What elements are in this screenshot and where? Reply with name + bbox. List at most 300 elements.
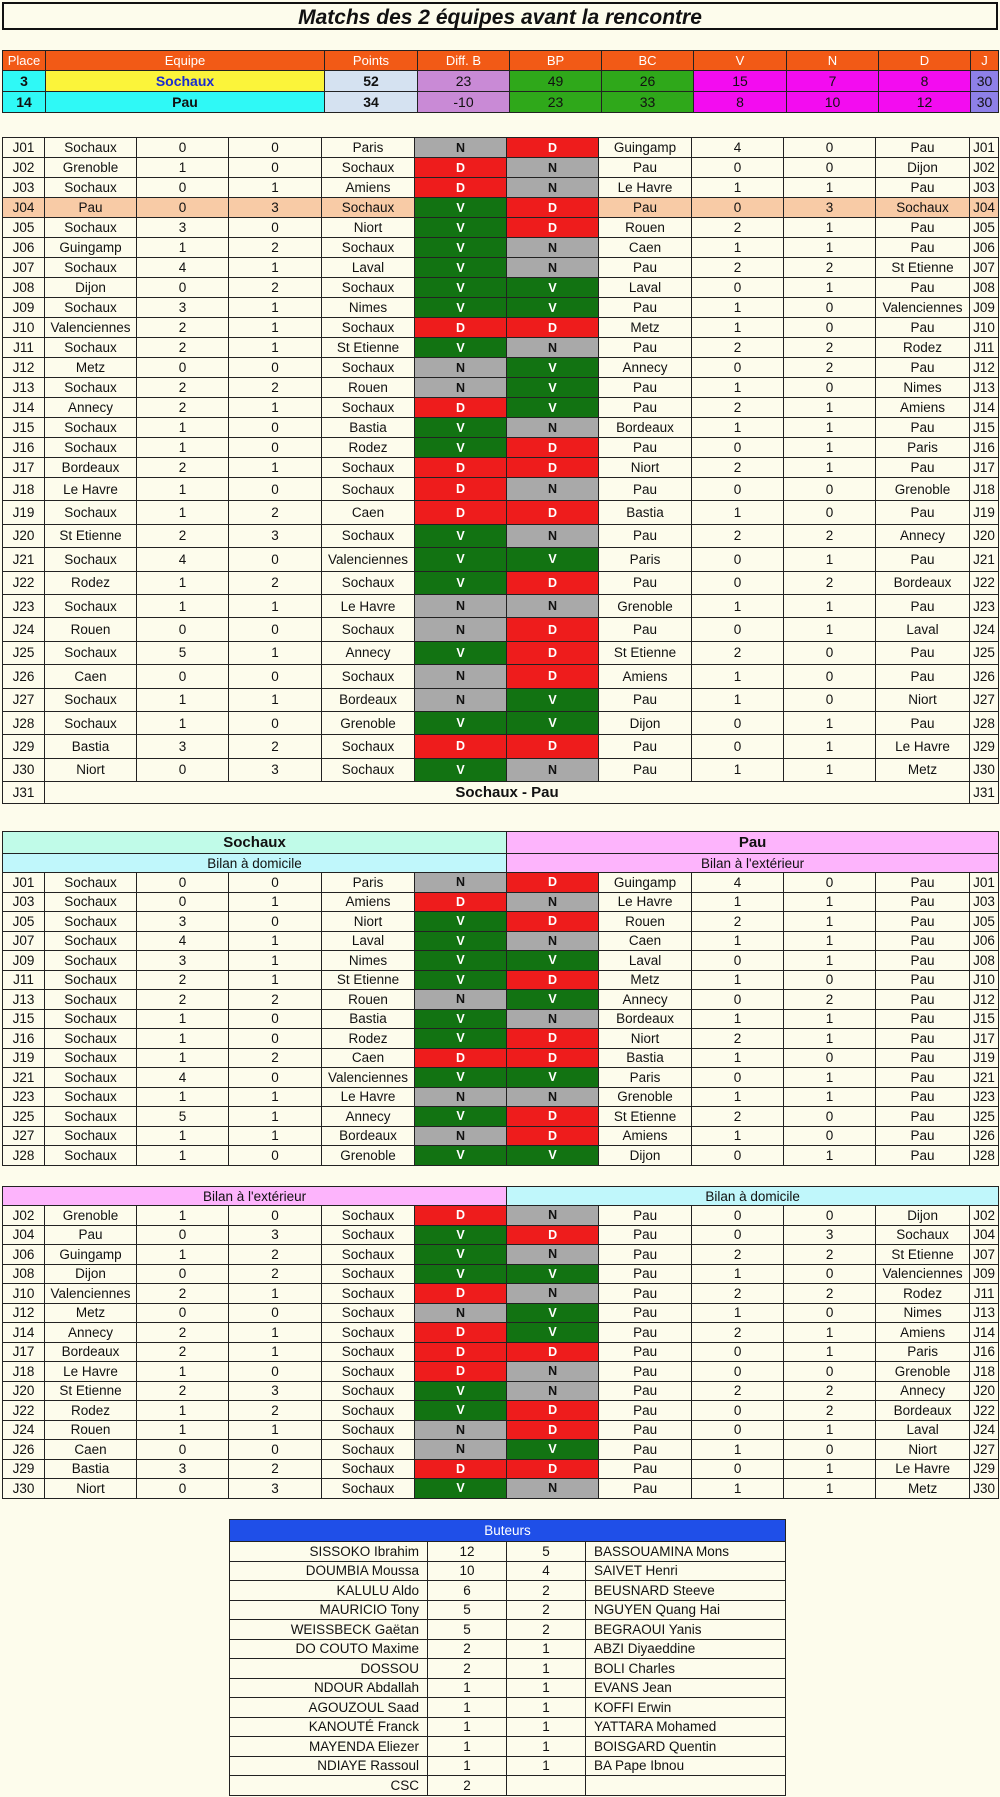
home-score: 0	[692, 1420, 784, 1440]
away-team: Nimes	[322, 298, 415, 318]
away-score: 2	[229, 990, 322, 1010]
away-score: 0	[229, 218, 322, 238]
sochaux-scorer-goals: 1	[428, 1698, 507, 1718]
away-team: Sochaux	[322, 735, 415, 758]
home-team: Rouen	[599, 912, 692, 932]
away-team: Sochaux	[322, 571, 415, 594]
away-score: 1	[784, 1342, 876, 1362]
away-team: Bordeaux	[322, 1126, 415, 1146]
bilan-row	[3, 892, 999, 912]
sochaux-result-badge: D	[415, 501, 507, 524]
away-score: 1	[784, 951, 876, 971]
fixture-row	[3, 398, 999, 418]
round-label: J30	[970, 1479, 999, 1499]
away-score: 0	[784, 873, 876, 893]
away-team: Pau	[876, 1048, 970, 1068]
pau-result-badge: D	[507, 1401, 599, 1421]
home-team: St Etienne	[599, 641, 692, 664]
away-score: 3	[229, 1225, 322, 1245]
away-score: 1	[784, 1146, 876, 1166]
fixture-row	[3, 594, 999, 617]
sochaux-scorer-goals: 2	[428, 1639, 507, 1659]
home-team: Pau	[45, 198, 137, 218]
scorer-row	[230, 1600, 786, 1620]
away-score: 0	[784, 1048, 876, 1068]
bilan-subheading-row	[3, 854, 999, 873]
sochaux-result-badge: D	[415, 478, 507, 501]
away-team: Sochaux	[322, 1401, 415, 1421]
losses-cell: 8	[879, 71, 971, 92]
round-label: J23	[970, 1087, 999, 1107]
round-label: J04	[970, 1225, 999, 1245]
home-team: Laval	[599, 951, 692, 971]
away-team: Pau	[876, 1009, 970, 1029]
home-team: Caen	[45, 1440, 137, 1460]
away-team: Sochaux	[322, 358, 415, 378]
away-score: 2	[229, 735, 322, 758]
sochaux-scorer-name: CSC	[230, 1776, 428, 1796]
away-score: 0	[784, 1440, 876, 1460]
sochaux-result-badge: D	[415, 458, 507, 478]
header-points: Points	[325, 51, 418, 71]
draws-cell: 10	[787, 92, 879, 113]
away-score: 3	[229, 1479, 322, 1499]
sochaux-result-badge: V	[415, 1264, 507, 1284]
round-label: J15	[3, 418, 45, 438]
round-label: J25	[970, 1107, 999, 1127]
away-score: 0	[229, 548, 322, 571]
home-team: Pau	[599, 1323, 692, 1343]
pau-result-badge: D	[507, 735, 599, 758]
fixture-row	[3, 478, 999, 501]
round-label: J05	[970, 218, 999, 238]
away-score: 0	[784, 158, 876, 178]
sochaux-result-badge: D	[415, 1284, 507, 1304]
bilan-row	[3, 1284, 999, 1304]
home-team: Dijon	[45, 1264, 137, 1284]
sochaux-scorer-name: SISSOKO Ibrahim	[230, 1542, 428, 1562]
sochaux-result-badge: V	[415, 571, 507, 594]
home-team: Sochaux	[45, 931, 137, 951]
header-wins: V	[694, 51, 787, 71]
home-team: Rouen	[45, 1420, 137, 1440]
home-team: Sochaux	[45, 873, 137, 893]
away-score: 0	[784, 138, 876, 158]
home-score: 0	[692, 478, 784, 501]
away-score: 0	[229, 1146, 322, 1166]
home-score: 0	[692, 358, 784, 378]
bilan-subheading-row	[3, 1187, 999, 1206]
bilan-row	[3, 1126, 999, 1146]
home-team: Rouen	[45, 618, 137, 641]
round-label: J24	[970, 1420, 999, 1440]
wins-cell: 8	[694, 92, 787, 113]
sochaux-scorer-goals: 1	[428, 1737, 507, 1757]
pau-result-badge: D	[507, 458, 599, 478]
home-score: 0	[692, 548, 784, 571]
losses-cell: 12	[879, 92, 971, 113]
goals-against-cell: 33	[602, 92, 694, 113]
home-score: 1	[137, 418, 229, 438]
home-score: 1	[692, 665, 784, 688]
sochaux-result-badge: V	[415, 524, 507, 547]
away-team: Pau	[876, 641, 970, 664]
sochaux-result-badge: V	[415, 1009, 507, 1029]
sochaux-scorer-name: MAURICIO Tony	[230, 1600, 428, 1620]
pau-scorer-goals: 2	[507, 1600, 586, 1620]
pau-scorer-name: BEGRAOUI Yanis	[586, 1620, 786, 1640]
round-label: J26	[3, 665, 45, 688]
away-score: 1	[784, 418, 876, 438]
away-score: 3	[229, 524, 322, 547]
sochaux-result-badge: V	[415, 198, 507, 218]
home-score: 3	[137, 735, 229, 758]
pau-result-badge: D	[507, 912, 599, 932]
pau-scorer-name	[586, 1776, 786, 1796]
home-score: 0	[137, 892, 229, 912]
pau-result-badge: V	[507, 548, 599, 571]
draws-cell: 7	[787, 71, 879, 92]
away-team: Laval	[322, 931, 415, 951]
home-team: Pau	[599, 618, 692, 641]
away-team: Annecy	[876, 1381, 970, 1401]
header-team: Equipe	[46, 51, 325, 71]
sochaux-scorer-name: DO COUTO Maxime	[230, 1639, 428, 1659]
home-team: Pau	[599, 1342, 692, 1362]
away-team: Laval	[876, 618, 970, 641]
sochaux-result-badge: N	[415, 1440, 507, 1460]
away-score: 2	[229, 378, 322, 398]
team-heading-pau: Pau	[507, 832, 999, 854]
home-score: 0	[692, 1146, 784, 1166]
bilan-row	[3, 1029, 999, 1049]
sochaux-result-badge: D	[415, 892, 507, 912]
scorer-row	[230, 1776, 786, 1796]
subheading-home: Bilan à domicile	[507, 1187, 999, 1206]
pau-scorer-goals: 5	[507, 1542, 586, 1562]
pau-result-badge: D	[507, 438, 599, 458]
pau-scorer-name: BEUSNARD Steeve	[586, 1581, 786, 1601]
home-score: 5	[137, 641, 229, 664]
away-score: 1	[784, 278, 876, 298]
round-label: J03	[3, 178, 45, 198]
away-score: 0	[784, 1264, 876, 1284]
round-label: J13	[970, 1303, 999, 1323]
away-team: Rodez	[322, 1029, 415, 1049]
fixture-row	[3, 158, 999, 178]
away-team: Sochaux	[322, 458, 415, 478]
away-score: 1	[784, 912, 876, 932]
away-score: 0	[229, 1303, 322, 1323]
sochaux-result-badge: D	[415, 178, 507, 198]
round-label: J21	[970, 1068, 999, 1088]
sochaux-scorer-goals: 12	[428, 1542, 507, 1562]
away-team: Sochaux	[322, 758, 415, 781]
home-team: Dijon	[599, 711, 692, 734]
scorer-row	[230, 1659, 786, 1679]
away-team: Paris	[322, 138, 415, 158]
home-score: 1	[137, 1087, 229, 1107]
round-label: J21	[3, 1068, 45, 1088]
away-team: Annecy	[322, 1107, 415, 1127]
sochaux-result-badge: V	[415, 338, 507, 358]
home-score: 2	[692, 1381, 784, 1401]
home-team: Bordeaux	[45, 458, 137, 478]
round-label: J09	[3, 298, 45, 318]
away-score: 0	[784, 318, 876, 338]
round-label: J17	[970, 458, 999, 478]
home-score: 0	[692, 198, 784, 218]
home-score: 3	[137, 951, 229, 971]
home-team: Sochaux	[45, 1009, 137, 1029]
pau-result-badge: D	[507, 618, 599, 641]
away-score: 0	[229, 1206, 322, 1226]
round-label: J16	[3, 1029, 45, 1049]
sochaux-result-badge: V	[415, 1029, 507, 1049]
pau-result-badge: N	[507, 524, 599, 547]
round-label: J12	[970, 990, 999, 1010]
away-team: Pau	[876, 892, 970, 912]
pau-scorer-name: YATTARA Mohamed	[586, 1717, 786, 1737]
away-score: 0	[784, 1362, 876, 1382]
away-team: Rodez	[322, 438, 415, 458]
sochaux-scorer-name: KANOUTÉ Franck	[230, 1717, 428, 1737]
round-label: J30	[970, 758, 999, 781]
home-score: 2	[137, 1323, 229, 1343]
pau-result-badge: V	[507, 1323, 599, 1343]
home-team: Sochaux	[45, 990, 137, 1010]
played-cell: 30	[971, 71, 999, 92]
goal-diff-cell: -10	[418, 92, 510, 113]
home-score: 2	[692, 641, 784, 664]
pau-result-badge: D	[507, 1342, 599, 1362]
away-team: Pau	[876, 951, 970, 971]
home-team: Metz	[599, 318, 692, 338]
round-label: J02	[3, 158, 45, 178]
round-label: J26	[970, 1126, 999, 1146]
bilan-row	[3, 1264, 999, 1284]
home-score: 3	[137, 1459, 229, 1479]
home-team: Annecy	[599, 990, 692, 1010]
round-label: J14	[970, 398, 999, 418]
home-team: Sochaux	[45, 711, 137, 734]
home-score: 1	[137, 1146, 229, 1166]
home-score: 1	[137, 1206, 229, 1226]
round-label: J18	[970, 478, 999, 501]
home-team: Sochaux	[45, 378, 137, 398]
round-label: J15	[3, 1009, 45, 1029]
bilan-row	[3, 951, 999, 971]
away-score: 1	[229, 258, 322, 278]
away-team: Sochaux	[322, 1381, 415, 1401]
scorer-row	[230, 1698, 786, 1718]
home-score: 1	[137, 158, 229, 178]
pau-result-badge: N	[507, 1284, 599, 1304]
away-score: 0	[784, 298, 876, 318]
home-score: 2	[137, 318, 229, 338]
away-team: Caen	[322, 501, 415, 524]
sochaux-scorer-goals: 10	[428, 1561, 507, 1581]
fixture-row	[3, 318, 999, 338]
round-label: J30	[3, 758, 45, 781]
home-score: 2	[137, 458, 229, 478]
away-score: 1	[784, 618, 876, 641]
away-team: Niort	[876, 688, 970, 711]
away-team: Pau	[876, 1126, 970, 1146]
sochaux-result-badge: N	[415, 665, 507, 688]
home-team: Guingamp	[45, 1245, 137, 1265]
bilan-row	[3, 990, 999, 1010]
away-team: Sochaux	[322, 1284, 415, 1304]
round-label: J31	[3, 782, 45, 804]
pau-scorer-goals: 1	[507, 1678, 586, 1698]
round-label: J01	[970, 138, 999, 158]
home-team: Pau	[599, 258, 692, 278]
sochaux-result-badge: V	[415, 218, 507, 238]
home-team: Sochaux	[45, 951, 137, 971]
home-score: 1	[692, 1087, 784, 1107]
sochaux-result-badge: V	[415, 1068, 507, 1088]
bilan-team-row	[3, 832, 999, 854]
away-team: Sochaux	[322, 1206, 415, 1226]
away-team: Bastia	[322, 1009, 415, 1029]
away-team: Sochaux	[322, 1440, 415, 1460]
round-label: J11	[3, 970, 45, 990]
played-cell: 30	[971, 92, 999, 113]
away-score: 3	[229, 1381, 322, 1401]
fixture-row	[3, 571, 999, 594]
fixture-row	[3, 358, 999, 378]
away-team: Sochaux	[322, 1362, 415, 1382]
home-score: 1	[692, 1303, 784, 1323]
away-team: Rouen	[322, 990, 415, 1010]
home-score: 3	[137, 218, 229, 238]
round-label: J29	[970, 1459, 999, 1479]
home-team: Bastia	[599, 501, 692, 524]
sochaux-result-badge: D	[415, 1206, 507, 1226]
sochaux-result-badge: N	[415, 594, 507, 617]
sochaux-scorer-name: MAYENDA Eliezer	[230, 1737, 428, 1757]
round-label: J27	[970, 688, 999, 711]
pau-result-badge: D	[507, 1029, 599, 1049]
away-team: Sochaux	[322, 318, 415, 338]
place-cell: 14	[3, 92, 46, 113]
round-label: J14	[3, 1323, 45, 1343]
bilan-row	[3, 873, 999, 893]
round-label: J27	[3, 688, 45, 711]
home-score: 0	[692, 1206, 784, 1226]
round-label: J25	[970, 641, 999, 664]
round-label: J07	[970, 258, 999, 278]
home-team: Sochaux	[45, 438, 137, 458]
away-team: Pau	[876, 358, 970, 378]
round-label: J18	[970, 1362, 999, 1382]
scorer-row	[230, 1756, 786, 1776]
away-team: Laval	[876, 1420, 970, 1440]
home-score: 1	[692, 931, 784, 951]
home-team: Metz	[45, 358, 137, 378]
round-label: J04	[970, 198, 999, 218]
home-score: 2	[137, 970, 229, 990]
pau-scorer-goals: 1	[507, 1659, 586, 1679]
sochaux-result-badge: V	[415, 1225, 507, 1245]
round-label: J24	[3, 618, 45, 641]
pau-scorer-name: BOISGARD Quentin	[586, 1737, 786, 1757]
sochaux-scorer-goals: 6	[428, 1581, 507, 1601]
team-cell: Pau	[46, 92, 325, 113]
sochaux-result-badge: D	[415, 1048, 507, 1068]
sochaux-result-badge: D	[415, 1459, 507, 1479]
away-team: Sochaux	[322, 1479, 415, 1499]
home-team: Guingamp	[599, 138, 692, 158]
round-label: J15	[970, 418, 999, 438]
away-team: Sochaux	[322, 158, 415, 178]
fixture-row	[3, 758, 999, 781]
round-label: J06	[3, 238, 45, 258]
home-score: 2	[137, 1381, 229, 1401]
sochaux-result-badge: V	[415, 970, 507, 990]
home-team: Pau	[599, 338, 692, 358]
away-score: 3	[784, 1225, 876, 1245]
pau-result-badge: N	[507, 1362, 599, 1382]
home-team: Sochaux	[45, 548, 137, 571]
round-label: J13	[3, 378, 45, 398]
home-score: 2	[137, 378, 229, 398]
sochaux-result-badge: D	[415, 1323, 507, 1343]
bilan-row	[3, 1342, 999, 1362]
home-team: Guingamp	[45, 238, 137, 258]
away-score: 1	[229, 931, 322, 951]
round-label: J14	[970, 1323, 999, 1343]
fixture-row	[3, 178, 999, 198]
pau-scorer-name: NGUYEN Quang Hai	[586, 1600, 786, 1620]
home-score: 0	[137, 1303, 229, 1323]
bilan-row	[3, 1048, 999, 1068]
home-team: Pau	[599, 378, 692, 398]
fixture-row	[3, 378, 999, 398]
pau-scorer-name: BOLI Charles	[586, 1659, 786, 1679]
sochaux-scorer-name: NDOUR Abdallah	[230, 1678, 428, 1698]
away-team: Valenciennes	[322, 548, 415, 571]
round-label: J21	[3, 548, 45, 571]
home-team: Laval	[599, 278, 692, 298]
away-score: 3	[229, 198, 322, 218]
round-label: J13	[3, 990, 45, 1010]
home-score: 0	[137, 618, 229, 641]
home-score: 2	[137, 398, 229, 418]
round-label: J20	[970, 524, 999, 547]
pau-result-badge: D	[507, 1048, 599, 1068]
home-score: 0	[137, 1440, 229, 1460]
round-label: J07	[3, 931, 45, 951]
away-score: 2	[784, 1284, 876, 1304]
scorer-row	[230, 1678, 786, 1698]
header-place: Place	[3, 51, 46, 71]
home-team: Pau	[599, 1440, 692, 1460]
home-score: 0	[137, 178, 229, 198]
scorer-row	[230, 1561, 786, 1581]
away-score: 1	[784, 178, 876, 198]
round-label: J02	[3, 1206, 45, 1226]
home-team: Rouen	[599, 218, 692, 238]
pau-result-badge: D	[507, 138, 599, 158]
pau-result-badge: N	[507, 1087, 599, 1107]
round-label: J01	[3, 873, 45, 893]
sochaux-result-badge: V	[415, 912, 507, 932]
round-label: J19	[970, 1048, 999, 1068]
pau-result-badge: D	[507, 318, 599, 338]
home-team: Pau	[599, 571, 692, 594]
